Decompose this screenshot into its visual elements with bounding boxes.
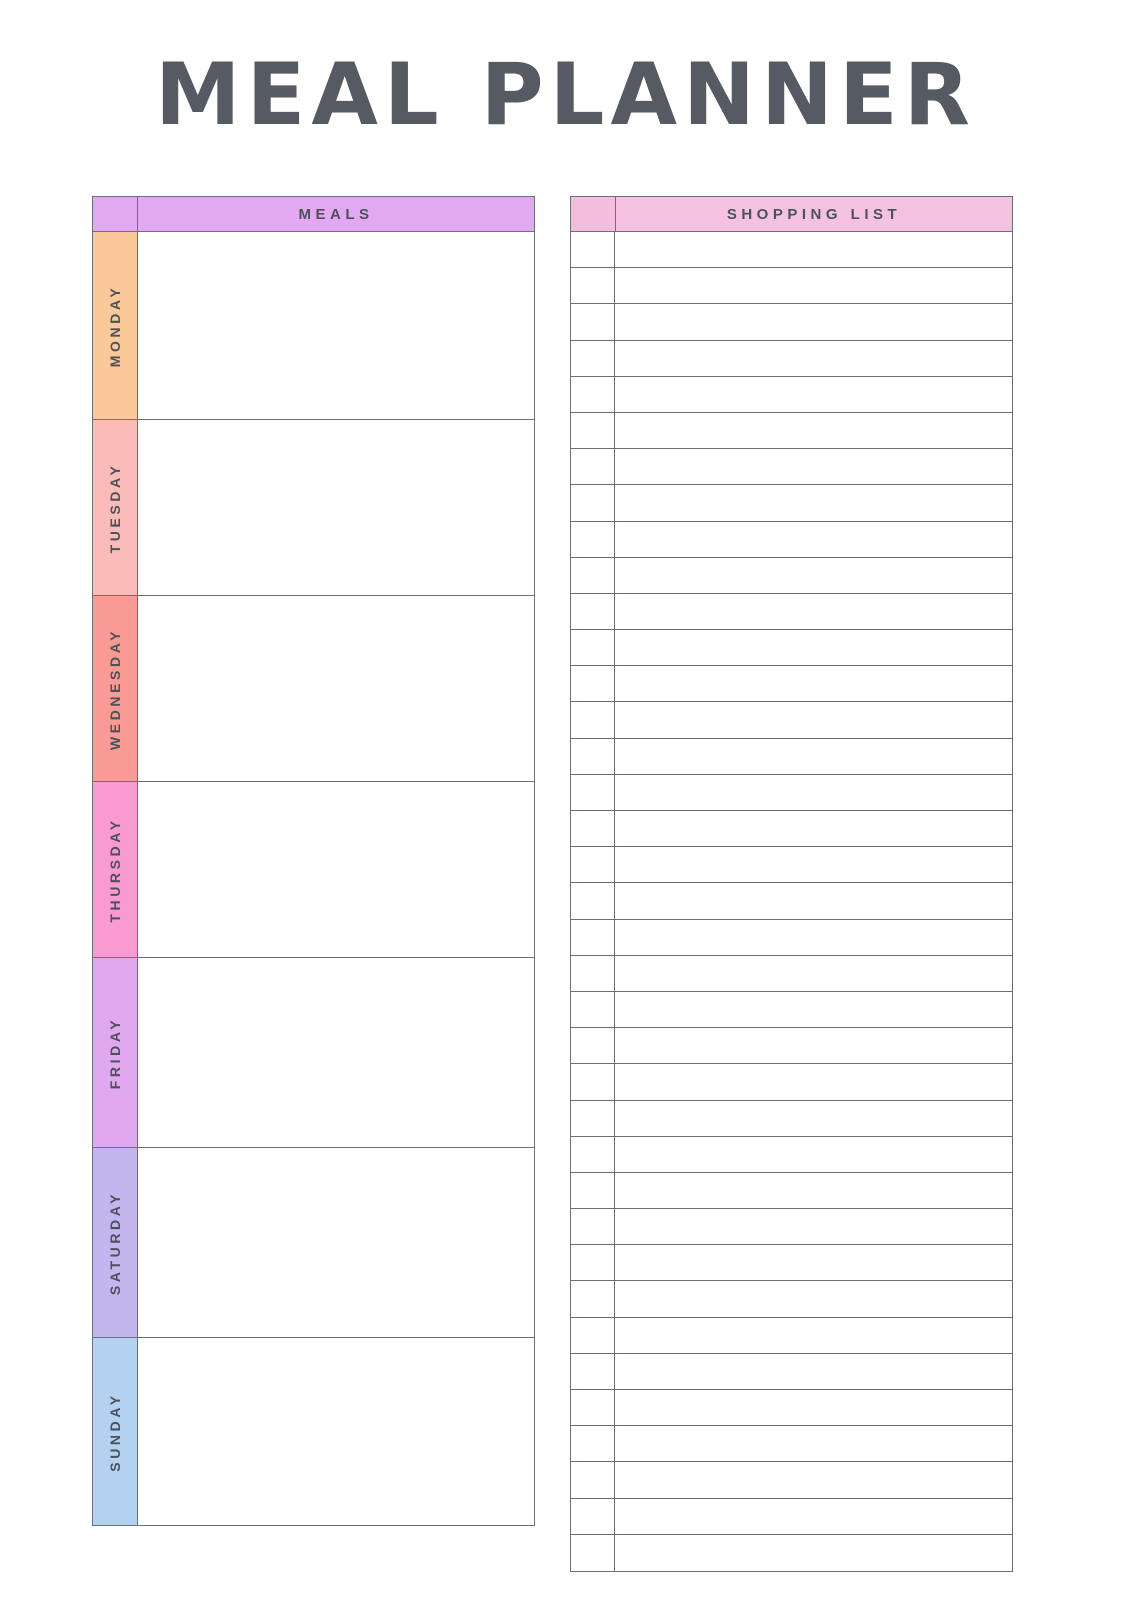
shopping-item-field[interactable] — [615, 956, 1012, 991]
day-row — [92, 782, 535, 958]
shopping-item-field[interactable] — [615, 268, 1012, 303]
shopping-list-row — [571, 377, 1012, 413]
shopping-header-row — [570, 196, 1013, 232]
shopping-checkbox[interactable] — [571, 956, 615, 991]
shopping-item-field[interactable] — [615, 413, 1012, 448]
meals-section — [92, 196, 535, 1526]
shopping-list-row — [571, 775, 1012, 811]
shopping-list-row — [571, 1064, 1012, 1100]
shopping-list-row — [571, 1245, 1012, 1281]
day-label-text: SATURDAY — [107, 1190, 123, 1295]
shopping-checkbox[interactable] — [571, 1318, 615, 1353]
meal-entry-field-wednesday[interactable] — [138, 596, 535, 782]
shopping-checkbox[interactable] — [571, 377, 615, 412]
shopping-item-field[interactable] — [615, 341, 1012, 376]
shopping-item-field[interactable] — [615, 739, 1012, 774]
shopping-list-row — [571, 1535, 1012, 1571]
shopping-list-row — [571, 702, 1012, 738]
shopping-list-row — [571, 1281, 1012, 1317]
shopping-header-label: SHOPPING LIST — [616, 196, 1013, 232]
shopping-list-row — [571, 992, 1012, 1028]
shopping-list-row — [571, 1209, 1012, 1245]
shopping-checkbox[interactable] — [571, 341, 615, 376]
shopping-item-field[interactable] — [615, 1028, 1012, 1063]
shopping-item-field[interactable] — [615, 920, 1012, 955]
day-row — [92, 1148, 535, 1338]
shopping-list-row — [571, 232, 1012, 268]
shopping-checkbox[interactable] — [571, 594, 615, 629]
day-label-friday — [92, 958, 138, 1148]
shopping-checkbox[interactable] — [571, 449, 615, 484]
shopping-item-field[interactable] — [615, 522, 1012, 557]
shopping-list-row — [571, 1426, 1012, 1462]
shopping-list-row — [571, 1028, 1012, 1064]
shopping-rows-container — [570, 232, 1013, 1572]
shopping-item-field[interactable] — [615, 1101, 1012, 1136]
day-label-thursday — [92, 782, 138, 958]
shopping-item-field[interactable] — [615, 775, 1012, 810]
shopping-checkbox[interactable] — [571, 1173, 615, 1208]
shopping-checkbox[interactable] — [571, 558, 615, 593]
day-row — [92, 596, 535, 782]
meals-header-tab — [92, 196, 138, 232]
day-rows-container — [92, 232, 535, 1526]
shopping-checkbox[interactable] — [571, 992, 615, 1027]
shopping-item-field[interactable] — [615, 666, 1012, 701]
shopping-list-row — [571, 449, 1012, 485]
shopping-list-section — [570, 196, 1013, 1572]
day-label-text: WEDNESDAY — [107, 627, 123, 750]
shopping-checkbox[interactable] — [571, 1028, 615, 1063]
shopping-checkbox[interactable] — [571, 1101, 615, 1136]
shopping-item-field[interactable] — [615, 232, 1012, 267]
shopping-list-row — [571, 558, 1012, 594]
shopping-list-row — [571, 883, 1012, 919]
meal-entry-field-saturday[interactable] — [138, 1148, 535, 1338]
day-label-sunday — [92, 1338, 138, 1526]
day-row — [92, 1338, 535, 1526]
day-label-text: TUESDAY — [107, 462, 123, 553]
day-label-text: SUNDAY — [107, 1391, 123, 1472]
day-label-text: THURSDAY — [107, 816, 123, 923]
shopping-checkbox[interactable] — [571, 883, 615, 918]
shopping-item-field[interactable] — [615, 847, 1012, 882]
shopping-item-field[interactable] — [615, 811, 1012, 846]
shopping-checkbox[interactable] — [571, 666, 615, 701]
shopping-item-field[interactable] — [615, 594, 1012, 629]
meal-entry-field-friday[interactable] — [138, 958, 535, 1148]
shopping-list-row — [571, 1101, 1012, 1137]
shopping-checkbox[interactable] — [571, 1535, 615, 1571]
shopping-list-row — [571, 485, 1012, 521]
shopping-header-tab — [570, 196, 616, 232]
shopping-list-row — [571, 1137, 1012, 1173]
shopping-item-field[interactable] — [615, 485, 1012, 520]
shopping-list-row — [571, 268, 1012, 304]
day-row — [92, 232, 535, 420]
shopping-item-field[interactable] — [615, 1462, 1012, 1497]
day-label-text: FRIDAY — [107, 1016, 123, 1089]
shopping-checkbox[interactable] — [571, 522, 615, 557]
shopping-checkbox[interactable] — [571, 630, 615, 665]
shopping-checkbox[interactable] — [571, 811, 615, 846]
shopping-item-field[interactable] — [615, 702, 1012, 737]
shopping-checkbox[interactable] — [571, 1462, 615, 1497]
shopping-list-row — [571, 956, 1012, 992]
meal-entry-field-thursday[interactable] — [138, 782, 535, 958]
shopping-checkbox[interactable] — [571, 485, 615, 520]
shopping-list-row — [571, 666, 1012, 702]
shopping-item-field[interactable] — [615, 1499, 1012, 1534]
shopping-list-row — [571, 847, 1012, 883]
day-label-tuesday — [92, 420, 138, 596]
shopping-list-row — [571, 304, 1012, 340]
shopping-list-row — [571, 811, 1012, 847]
shopping-list-row — [571, 522, 1012, 558]
meal-entry-field-monday[interactable] — [138, 232, 535, 420]
shopping-checkbox[interactable] — [571, 1281, 615, 1316]
day-row — [92, 958, 535, 1148]
shopping-item-field[interactable] — [615, 1245, 1012, 1280]
shopping-list-row — [571, 1354, 1012, 1390]
meal-entry-field-sunday[interactable] — [138, 1338, 535, 1526]
shopping-item-field[interactable] — [615, 1318, 1012, 1353]
shopping-item-field[interactable] — [615, 630, 1012, 665]
shopping-list-row — [571, 1173, 1012, 1209]
shopping-list-row — [571, 341, 1012, 377]
day-label-text: MONDAY — [107, 284, 123, 367]
shopping-item-field[interactable] — [615, 992, 1012, 1027]
shopping-item-field[interactable] — [615, 1064, 1012, 1099]
shopping-checkbox[interactable] — [571, 702, 615, 737]
meal-entry-field-tuesday[interactable] — [138, 420, 535, 596]
day-label-wednesday — [92, 596, 138, 782]
shopping-checkbox[interactable] — [571, 1499, 615, 1534]
shopping-item-field[interactable] — [615, 558, 1012, 593]
shopping-checkbox[interactable] — [571, 1390, 615, 1425]
shopping-checkbox[interactable] — [571, 1245, 615, 1280]
shopping-checkbox[interactable] — [571, 304, 615, 339]
shopping-checkbox[interactable] — [571, 1426, 615, 1461]
shopping-list-row — [571, 1318, 1012, 1354]
shopping-item-field[interactable] — [615, 1426, 1012, 1461]
shopping-item-field[interactable] — [615, 1137, 1012, 1172]
shopping-checkbox[interactable] — [571, 1137, 615, 1172]
shopping-list-row — [571, 739, 1012, 775]
shopping-list-row — [571, 413, 1012, 449]
shopping-checkbox[interactable] — [571, 1354, 615, 1389]
meals-header-row — [92, 196, 535, 232]
shopping-checkbox[interactable] — [571, 1064, 615, 1099]
shopping-checkbox[interactable] — [571, 1209, 615, 1244]
shopping-item-field[interactable] — [615, 1209, 1012, 1244]
shopping-item-field[interactable] — [615, 304, 1012, 339]
shopping-item-field[interactable] — [615, 1390, 1012, 1425]
shopping-checkbox[interactable] — [571, 739, 615, 774]
shopping-list-row — [571, 1499, 1012, 1535]
shopping-checkbox[interactable] — [571, 847, 615, 882]
shopping-checkbox[interactable] — [571, 232, 615, 267]
shopping-checkbox[interactable] — [571, 413, 615, 448]
shopping-checkbox[interactable] — [571, 268, 615, 303]
shopping-checkbox[interactable] — [571, 920, 615, 955]
shopping-list-row — [571, 594, 1012, 630]
shopping-checkbox[interactable] — [571, 775, 615, 810]
shopping-item-field[interactable] — [615, 883, 1012, 918]
shopping-list-row — [571, 1462, 1012, 1498]
day-row — [92, 420, 535, 596]
day-label-monday — [92, 232, 138, 420]
shopping-item-field[interactable] — [615, 449, 1012, 484]
shopping-item-field[interactable] — [615, 377, 1012, 412]
meals-header-label: MEALS — [138, 196, 535, 232]
shopping-list-row — [571, 630, 1012, 666]
shopping-list-row — [571, 920, 1012, 956]
shopping-list-row — [571, 1390, 1012, 1426]
shopping-item-field[interactable] — [615, 1354, 1012, 1389]
shopping-item-field[interactable] — [615, 1281, 1012, 1316]
day-label-saturday — [92, 1148, 138, 1338]
shopping-item-field[interactable] — [615, 1535, 1012, 1571]
page-title: MEAL PLANNER — [155, 45, 976, 145]
shopping-item-field[interactable] — [615, 1173, 1012, 1208]
